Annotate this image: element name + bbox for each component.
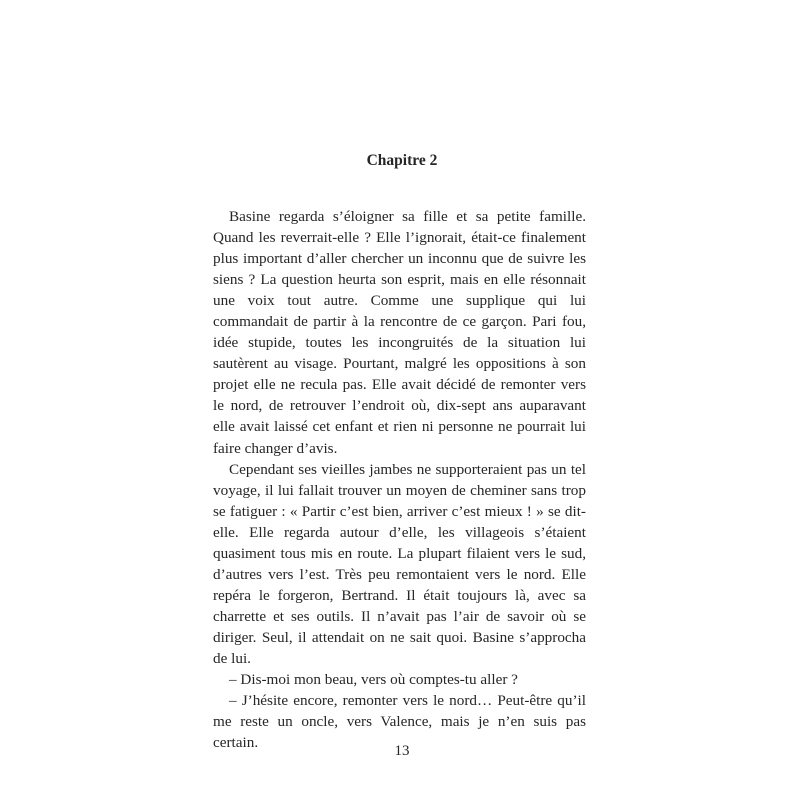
paragraph: Basine regarda s’éloigner sa fille et sa petite famille. Quand les reverrait-elle ? Elle l’ignorait, était-ce finalement plus important d’aller chercher un inconnu que de suivre les siens ? La question heurta son esprit, mais en elle résonnait une voix tout autre. Comme une supplique qui lui commandait de partir à la rencontre de ce garçon. Pari fou, idée stupide, toutes les incongruités de la situation lui sautèrent au visage. Pourtant, malgré les oppositions à son projet elle ne recula pas. Elle avait décidé de remonter vers le nord, de retrouver l’endroit où, dix-sept ans auparavant elle avait laissé cet enfant et rien ni personne ne pourrait lui faire changer d’avis. [213, 208, 586, 457]
chapter-body [213, 206, 586, 753]
paragraph: Cependant ses vieilles jambes ne supporteraient pas un tel voyage, il lui fallait trouver un moyen de cheminer sans trop se fatiguer : « Partir c’est bien, arriver c’est mieux ! » se dit-elle. Elle regarda autour d’elle, les villageois s’étaient quasiment tous mis en route. La plupart filaient vers le sud, d’autres vers l’est. Très peu remontaient vers le nord. Elle repéra le forgeron, Bertrand. Il était toujours là, avec sa charrette et ses outils. Il n’avait pas l’air de savoir où se diriger. Seul, il attendait on ne sait quoi. Basine s’approcha de lui. [213, 460, 586, 667]
dialogue-line: – J’hésite encore, remonter vers le nord… Peut-être qu’il me reste un oncle, vers Valence, mais je n’en suis pas certain. [213, 692, 586, 752]
chapter-title: Chapitre 2 [366, 152, 438, 169]
dialogue-line: – Dis-moi mon beau, vers où comptes-tu aller ? [229, 671, 518, 689]
page-number: 13 [394, 743, 410, 759]
